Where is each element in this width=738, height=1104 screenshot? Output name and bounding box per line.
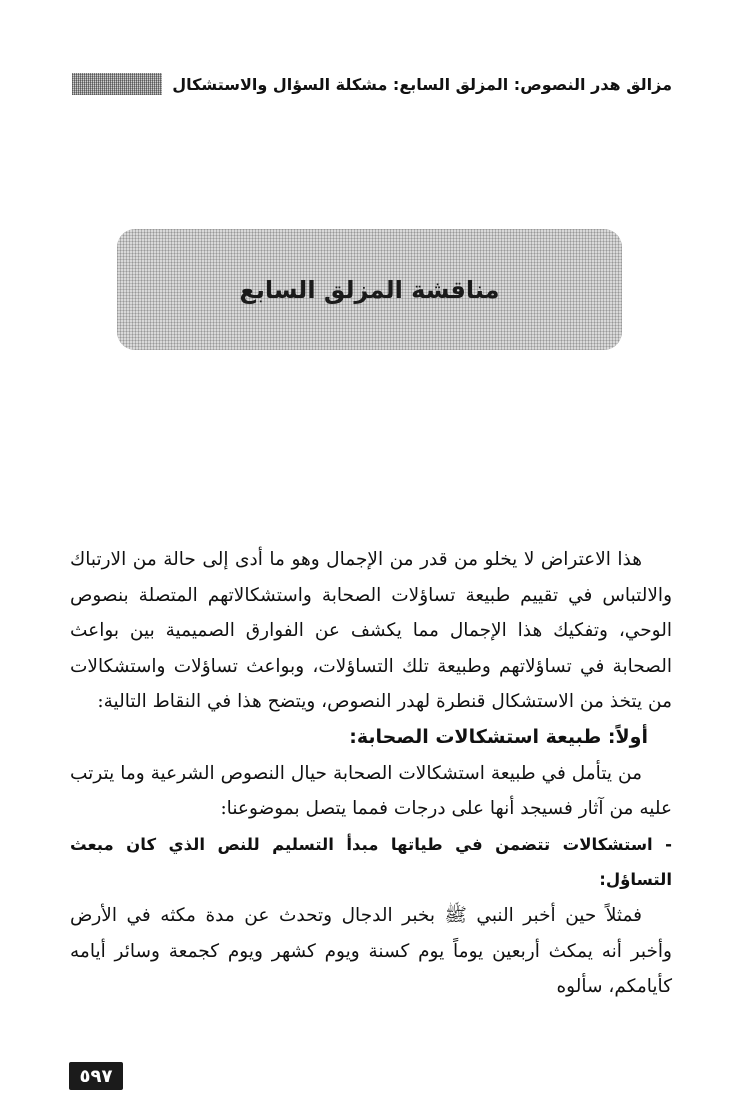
body-text	[70, 542, 672, 1005]
running-title: مزالق هدر النصوص: المزلق السابع: مشكلة السؤال والاستشكال	[172, 74, 672, 94]
subheading: - استشكالات تتضمن في طياتها مبدأ التسليم للنص الذي كان مبعث التساؤل:	[70, 834, 672, 890]
section-title: مناقشة المزلق السابع	[239, 275, 500, 304]
paragraph: هذا الاعتراض لا يخلو من قدر من الإجمال وهو ما أدى إلى حالة من الارتباك والالتباس في تقييم طبيعة تساؤلات الصحابة واستشكالاتهم المتصلة بنصوص الوحي، وتفكيك هذا الإجمال مما يكشف عن الفوارق الصميمية بين بواعث الصحابة في تساؤلاتهم وطبيعة تلك التساؤلات، وبواعث تساؤلات واستشكالات من يتخذ من الاستشكال قنطرة لهدر النصوص، ويتضح هذا في النقاط التالية:	[70, 549, 672, 713]
page-number: ٥٩٧	[69, 1062, 123, 1090]
header-decorative-bar	[72, 73, 162, 95]
paragraph: فمثلاً حين أخبر النبي ﷺ بخبر الدجال وتحدث عن مدة مكثه في الأرض وأخبر أنه يمكث أربعين يوماً يوم كسنة ويوم كشهر ويوم كجمعة وسائر أيامه كأيامكم، سألوه	[70, 904, 672, 998]
running-header	[72, 68, 672, 100]
subheading: أولاً: طبيعة استشكالات الصحابة:	[349, 725, 648, 748]
section-title-box	[117, 229, 622, 350]
paragraph: من يتأمل في طبيعة استشكالات الصحابة حيال النصوص الشرعية وما يترتب عليه من آثار فسيجد أنها على درجات فمما يتصل بموضوعنا:	[70, 762, 672, 820]
